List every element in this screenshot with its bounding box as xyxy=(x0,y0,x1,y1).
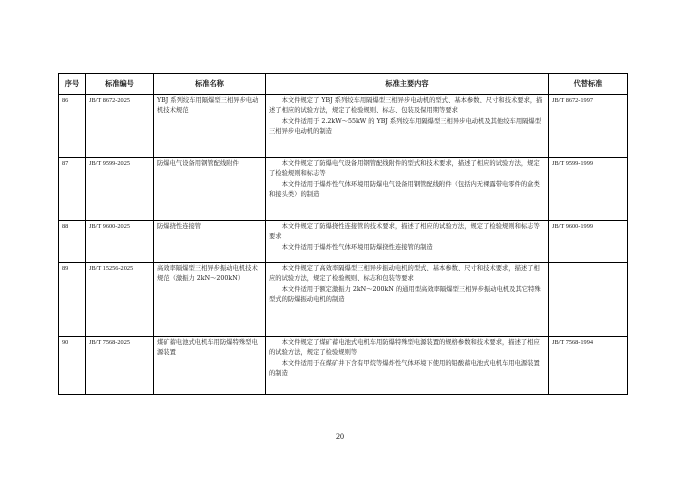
standards-table xyxy=(58,73,628,395)
content-paragraph: 本文件适用于在煤矿井下含有甲烷等爆炸性气体环境下使用的铅酸蓄电池式电机车用电源装置的制造 xyxy=(269,359,540,378)
row-standard-name: 防爆挠性连接管 xyxy=(154,221,266,263)
row-standard-code: JB/T 9600-2025 xyxy=(86,221,154,263)
table-header-row xyxy=(59,74,628,95)
row-seq: 87 xyxy=(59,158,86,221)
row-content xyxy=(266,221,549,263)
content-paragraph: 本文件规定了煤矿蓄电池式电机车用防爆特殊型电源装置的规格参数和技术要求，描述了相应的试验方法，规定了检验规则等 xyxy=(269,339,540,357)
row-seq: 89 xyxy=(59,263,86,337)
content-paragraph: 本文件适用于爆炸性气体环境用防爆挠性连接管的制造 xyxy=(281,243,433,251)
header-code: 标准编号 xyxy=(86,74,154,95)
content-paragraph: 本文件规定了防爆挠性连接管的技术要求，描述了相应的试验方法，规定了检验规则和标志等要求 xyxy=(269,223,540,241)
row-standard-code: JB/T 9599-2025 xyxy=(86,158,154,221)
table-row xyxy=(59,158,628,221)
content-paragraph: 本文件适用于 2.2kW～55kW 的 YBJ 系列绞车用隔爆型三相异步电动机及其他绞车用隔爆型三相异步电动机的制造 xyxy=(269,117,542,136)
content-paragraph: 本文件适用于额定激振力 2kN～200kN 的通用型高效率隔爆型三相异步振动电机及其它特殊型式的防爆振动电机的制造 xyxy=(269,285,541,304)
row-seq: 90 xyxy=(59,337,86,395)
row-replaces: JB/T 7568-1994 xyxy=(549,337,628,395)
row-standard-code: JB/T 8672-2025 xyxy=(86,95,154,158)
row-replaces: JB/T 9600-1999 xyxy=(549,221,628,263)
row-standard-code: JB/T 7568-2025 xyxy=(86,337,154,395)
table-row xyxy=(59,337,628,395)
row-content xyxy=(266,158,549,221)
header-content: 标准主要内容 xyxy=(266,74,549,95)
row-content xyxy=(266,95,549,158)
content-paragraph: 本文件规定了高效率隔爆型三相异步振动电机的型式、基本参数、尺寸和技术要求，描述了相应的试验方法，规定了检验规则、标志和包装等要求 xyxy=(269,265,540,283)
row-content xyxy=(266,337,549,395)
page-number: 20 xyxy=(336,432,344,441)
header-seq: 序号 xyxy=(59,74,86,95)
content-paragraph: 本文件适用于爆炸性气体环境用防爆电气设备用钢管配线附件（包括内无裸露带电零件的盒类和接头类）的制造 xyxy=(269,180,540,199)
table-row xyxy=(59,221,628,263)
row-content xyxy=(266,263,549,337)
row-standard-name: 煤矿蓄电池式电机车用防爆特殊型电源装置 xyxy=(154,337,266,395)
content-paragraph: 本文件规定了防爆电气设备用钢管配线附件的型式和技术要求，描述了相应的试验方法，规定了检验规则和标志等 xyxy=(269,160,540,178)
row-seq: 86 xyxy=(59,95,86,158)
row-replaces xyxy=(549,263,628,337)
row-replaces: JB/T 8672-1997 xyxy=(549,95,628,158)
header-replaces: 代替标准 xyxy=(549,74,628,95)
row-standard-name: 防爆电气设备用钢管配线附件 xyxy=(154,158,266,221)
row-standard-code: JB/T 15256-2025 xyxy=(86,263,154,337)
row-seq: 88 xyxy=(59,221,86,263)
table-row xyxy=(59,95,628,158)
table-row xyxy=(59,263,628,337)
row-replaces: JB/T 9599-1999 xyxy=(549,158,628,221)
row-standard-name: 高效率隔爆型三相异步振动电机技术规范（激振力 2kN～200kN） xyxy=(154,263,266,337)
header-name: 标准名称 xyxy=(154,74,266,95)
row-standard-name: YBJ 系列绞车用隔爆型三相异步电动机技术规范 xyxy=(154,95,266,158)
content-paragraph: 本文件规定了 YBJ 系列绞车用隔爆型三相异步电动机的型式、基本参数、尺寸和技术要求，描述了相应的试验方法，规定了检验规则、标志、包装及保用期等要求 xyxy=(269,97,543,115)
